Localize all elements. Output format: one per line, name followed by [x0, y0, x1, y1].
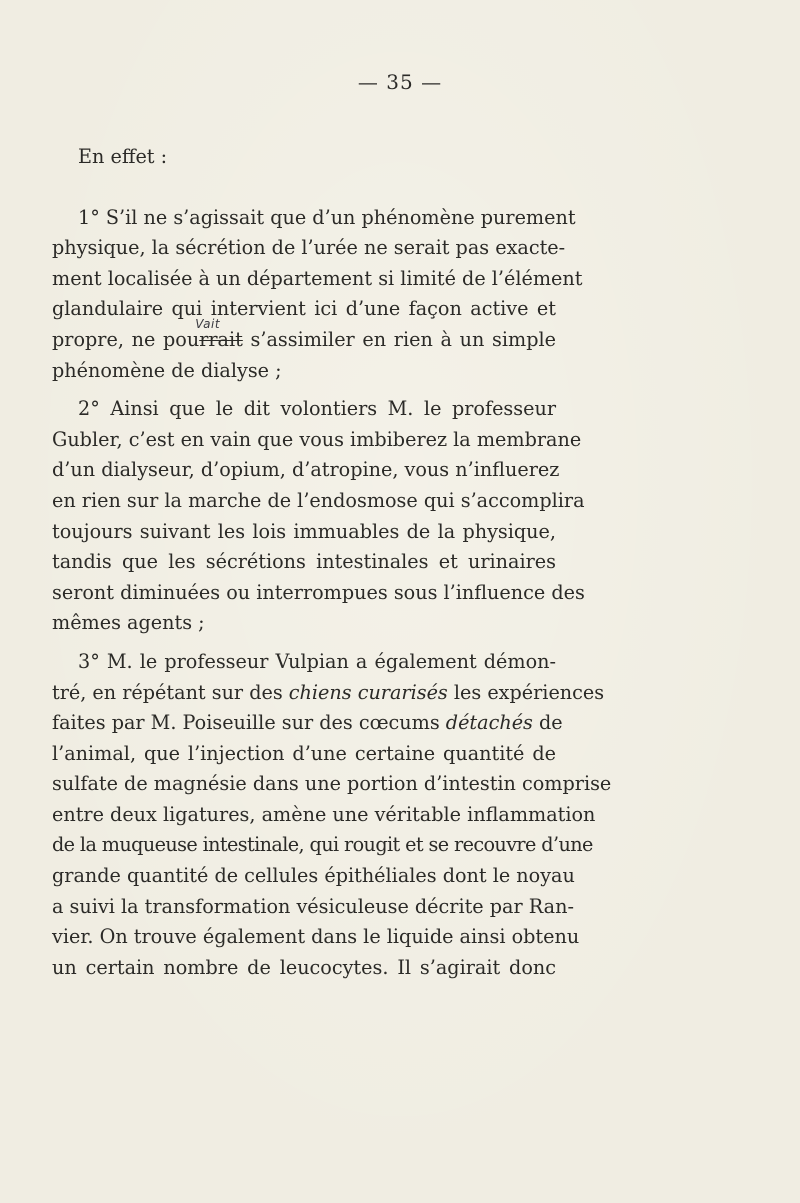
text-line-italic — [52, 708, 563, 739]
text-line: En effet : — [78, 145, 168, 168]
text-line-italic — [52, 678, 605, 709]
handwritten-correction — [195, 316, 243, 356]
text-line: en rien sur la marche de l’endosmose qui s’accomplira — [52, 488, 585, 512]
handwritten-note: Vait — [195, 316, 221, 331]
text-fragment: les expériences — [447, 680, 605, 704]
paragraph-2 — [52, 394, 585, 639]
text-line: ment localisée à un département si limité de l’élément — [52, 266, 583, 290]
text-line: tandis que les sécrétions intestinales et urinaires — [52, 550, 556, 574]
text-line: 3° M. le professeur Vulpian a également démon- — [78, 649, 556, 673]
text-fragment: tré, en répétant sur des — [52, 680, 289, 704]
text-line: glandulaire qui intervient ici d’une façon active et — [52, 297, 556, 321]
body-text — [52, 142, 612, 983]
text-line: sulfate de magnésie dans une portion d’intestin comprise — [52, 772, 612, 796]
intro-line — [52, 142, 556, 173]
text-line: vier. On trouve également dans le liquide ainsi obtenu — [52, 925, 580, 949]
text-line: toujours suivant les lois immuables de la physique, — [52, 519, 556, 543]
text-line: entre deux ligatures, amène une véritable inflammation — [52, 802, 596, 826]
text-line: physique, la sécrétion de l’urée ne serait pas exacte- — [52, 236, 566, 260]
text-fragment: de — [532, 711, 563, 735]
paragraph-1 — [52, 203, 583, 387]
text-fragment: propre, ne pou — [52, 327, 200, 351]
italic-text: chiens curarisés — [288, 680, 448, 704]
text-line-annotated — [52, 316, 556, 356]
text-line: grande quantité de cellules épithéliales dont le noyau — [52, 864, 575, 888]
text-line: seront diminuées ou interrompues sous l’influence des — [52, 580, 585, 604]
text-line: 2° Ainsi que le dit volontiers M. le professeur — [78, 397, 556, 421]
text-line: Gubler, c’est en vain que vous imbiberez la membrane — [52, 427, 582, 451]
text-line: de la muqueuse intestinale, qui rougit et se recouvre d’une — [52, 833, 593, 857]
text-line: l’animal, que l’injection d’une certaine quantité de — [52, 741, 556, 765]
italic-text: détachés — [445, 711, 533, 735]
paragraph-3 — [52, 647, 612, 984]
text-line: a suivi la transformation vésiculeuse décrite par Ran- — [52, 894, 574, 918]
text-fragment: s’assimiler en rien à un simple — [242, 327, 556, 351]
text-line: phénomène de dialyse ; — [52, 358, 282, 382]
page-number: — 35 — — [357, 70, 443, 94]
text-line: d’un dialyseur, d’opium, d’atropine, vous n’influerez — [52, 458, 560, 482]
text-line: mêmes agents ; — [52, 611, 205, 635]
struck-text: rrait — [199, 327, 243, 351]
text-line: 1° S’il ne s’agissait que d’un phénomène purement — [78, 205, 576, 229]
text-line: un certain nombre de leucocytes. Il s’agirait donc — [52, 955, 556, 979]
text-fragment: faites par M. Poiseuille sur des cœcums — [52, 711, 446, 735]
